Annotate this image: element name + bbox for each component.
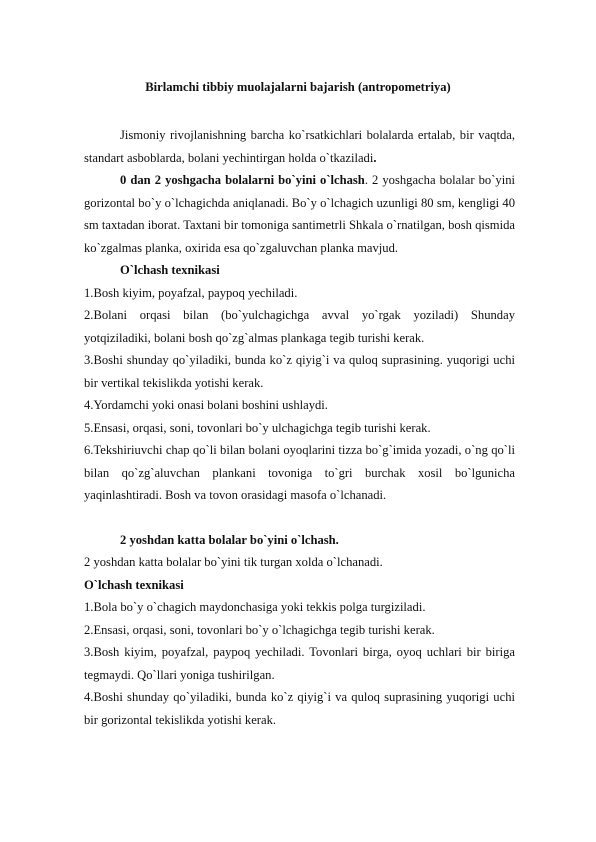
section2-step-4: 4.Boshi shunday qo`yiladiki, bunda ko`z qiyig`i va quloq suprasining yuqorigi uchi bir gorizontal tekislikda yotishi kerak. (84, 690, 515, 727)
intro-paragraph (84, 124, 515, 169)
section1-technique-heading: O`lchash texnikasi (120, 263, 220, 277)
section1-heading: 0 dan 2 yoshgacha bolalarni bo`yini o`lchash (120, 173, 365, 187)
document-body (84, 124, 515, 731)
section2-step-1: 1.Bola bo`y o`chagich maydonchasiga yoki tekkis polga turgiziladi. (84, 600, 426, 614)
section2-step-3: 3.Bosh kiyim, poyafzal, paypoq yechiladi. Tovonlari birga, oyoq uchlari bir biriga tegmaydi. Qo`llari yoniga tushirilgan. (84, 645, 515, 682)
section1-step-1: 1.Bosh kiyim, poyafzal, paypoq yechiladi. (84, 285, 298, 300)
page-title: Birlamchi tibbiy muolajalarni bajarish (antropometriya) (145, 80, 451, 94)
section1-paragraph (84, 169, 515, 259)
intro-end: . (373, 150, 377, 165)
section1-step-4: 4.Yordamchi yoki onasi bolani boshini ushlaydi. (84, 398, 328, 412)
section1-step-2: 2.Bolani orqasi bilan (bo`yulchagichga avval yo`rgak yoziladi) Shunday yotqiziladiki, bolani bosh qo`zg`almas plankaga tegib turishi kerak. (84, 308, 515, 345)
section2-technique-heading: O`lchash texnikasi (84, 577, 184, 592)
section-spacer (84, 507, 515, 529)
section1-step-6: 6.Tekshiriuvchi chap qo`li bilan bolani oyoqlarini tizza bo`g`imida yozadi, o`ng qo`li bilan qo`zg`aluvchan plankani tovoniga to`gri burchak xosil bo`lgunicha yaqinlashtiradi. Bosh va tovon orasidagi masofa o`lchanadi. (84, 443, 515, 502)
section2-step-2: 2.Ensasi, orqasi, soni, tovonlari bo`y o`lchagichga tegib turishi kerak. (84, 622, 435, 637)
section1-step-5: 5.Ensasi, orqasi, soni, tovonlari bo`y ulchagichga tegib turishi kerak. (84, 420, 431, 435)
section2-heading: 2 yoshdan katta bolalar bo`yini o`lchash. (120, 532, 339, 547)
section1-text: . 2 yoshgacha bolalar bo`yini gorizontal bo`y o`lchagichda aniqlanadi. Bo`y o`lchagich uzunligi 80 sm, kengligi 40 sm taxtadan iborat. Taxtani bir tomoniga santimetrli Shkala o`rnatilgan, bosh qismida ko`zgalmas planka, oxirida esa qo`zgaluvchan planka mavjud. (84, 173, 515, 255)
intro-text: Jismoniy rivojlanishning barcha ko`rsatkichlari bolalarda ertalab, bir vaqtda, standart asboblarda, bolani yechintirgan holda o`tkaziladi (84, 128, 515, 165)
section2-text: 2 yoshdan katta bolalar bo`yini tik turgan xolda o`lchanadi. (84, 555, 383, 569)
section1-step-3: 3.Boshi shunday qo`yiladiki, bunda ko`z qiyig`i va quloq suprasining. yuqorigi uchi bir vertikal tekislikda yotishi kerak. (84, 353, 515, 390)
